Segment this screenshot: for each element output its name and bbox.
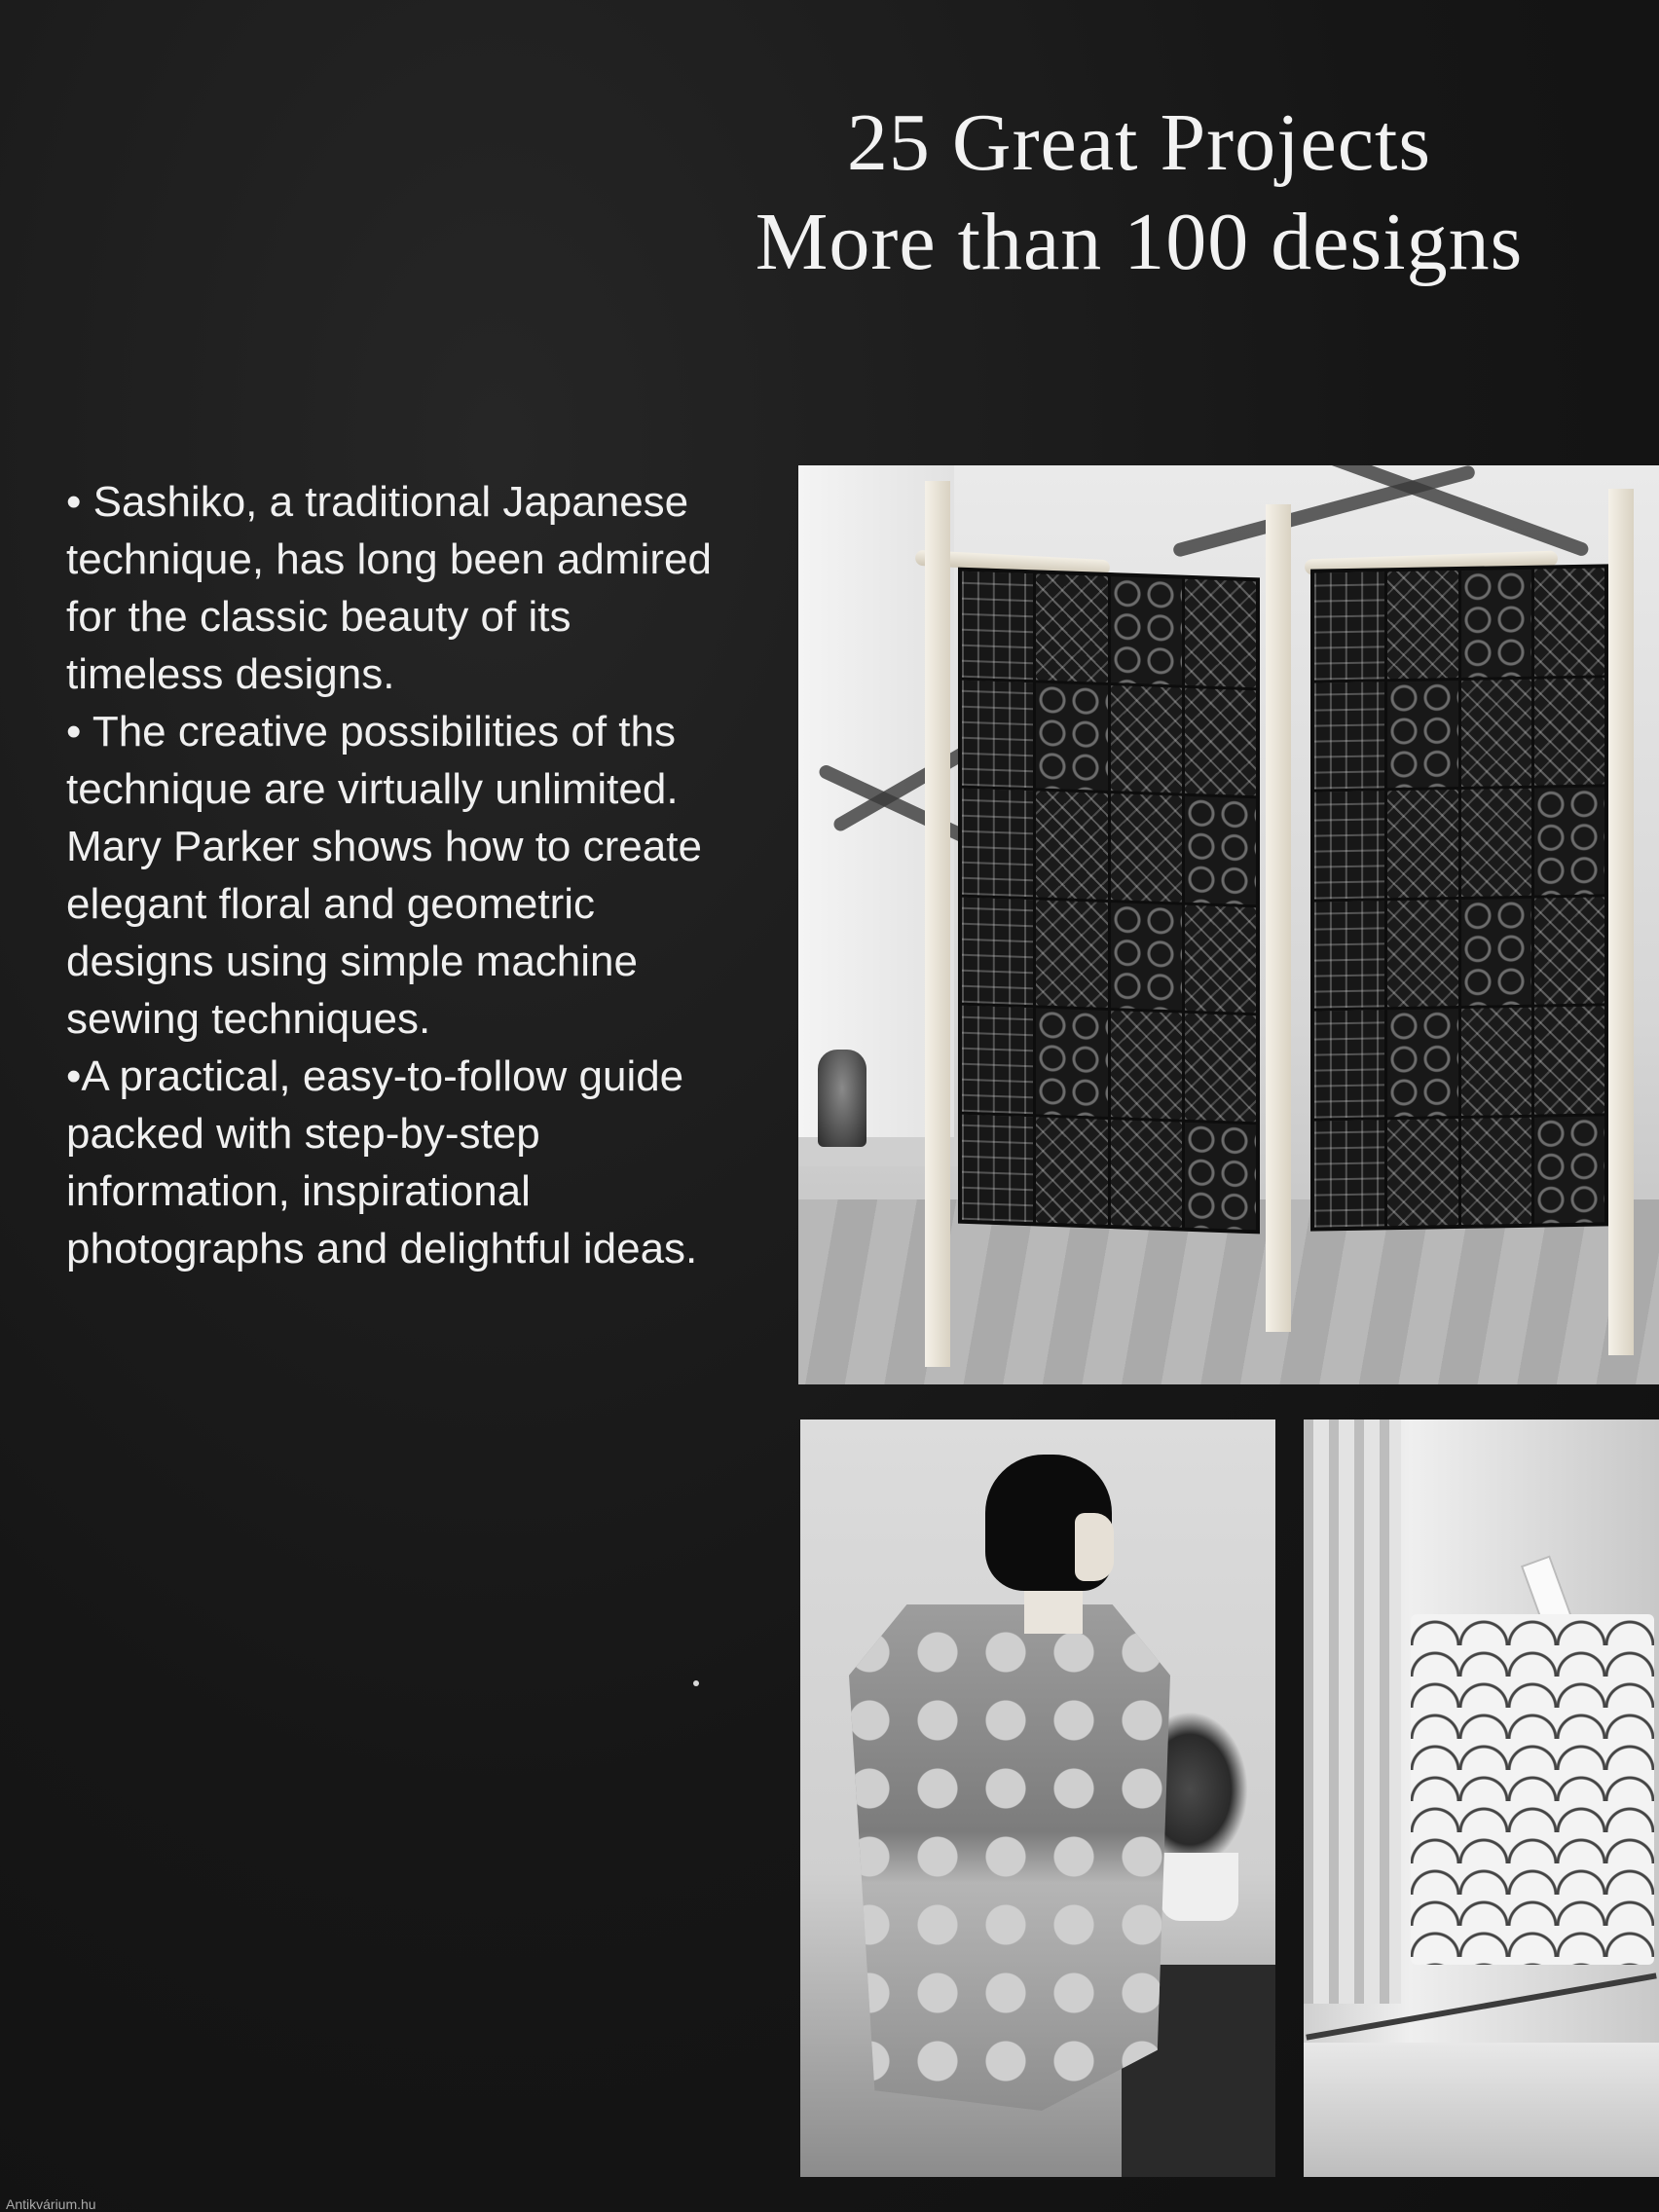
headline-line-2: More than 100 designs [755, 197, 1524, 287]
description-bullets [66, 473, 728, 1277]
screen-frame-pole [1266, 504, 1291, 1332]
bullet-guide: •A practical, easy-to-follow guide packed with step-by-step information, inspirational photographs and delightful ideas. [66, 1052, 698, 1272]
dust-speck [693, 1680, 699, 1686]
plant-pot [1161, 1853, 1238, 1921]
screen-frame-pole [925, 481, 950, 1367]
bullet-sashiko: • Sashiko, a traditional Japanese technique, has long been admired for the classic beauty of its timeless designs. [66, 478, 712, 698]
model-face [1075, 1513, 1114, 1581]
source-watermark: Antikvárium.hu [6, 2196, 96, 2212]
sashiko-panel-left [958, 568, 1260, 1235]
screen-frame-pole [1608, 489, 1634, 1355]
palm-leaf [1172, 465, 1477, 558]
bag-photo [1304, 1419, 1659, 2177]
back-cover-headline [701, 93, 1577, 292]
sashiko-jacket [849, 1604, 1170, 2111]
curtain [1304, 1419, 1401, 2004]
sashiko-panel-right [1310, 564, 1608, 1231]
bullet-possibilities: • The creative possibilities of ths technique are virtually unlimited. Mary Parker shows how to create elegant floral and geometric designs using simple machine sewing techniques. [66, 708, 702, 1043]
sashiko-bag [1411, 1614, 1654, 1965]
folding-screen-photo [798, 465, 1659, 1384]
jacket-photo [800, 1419, 1275, 2177]
figurine [818, 1050, 866, 1147]
headline-line-1: 25 Great Projects [846, 97, 1432, 188]
model-neck [1024, 1585, 1083, 1634]
window-ledge [1304, 2043, 1659, 2177]
